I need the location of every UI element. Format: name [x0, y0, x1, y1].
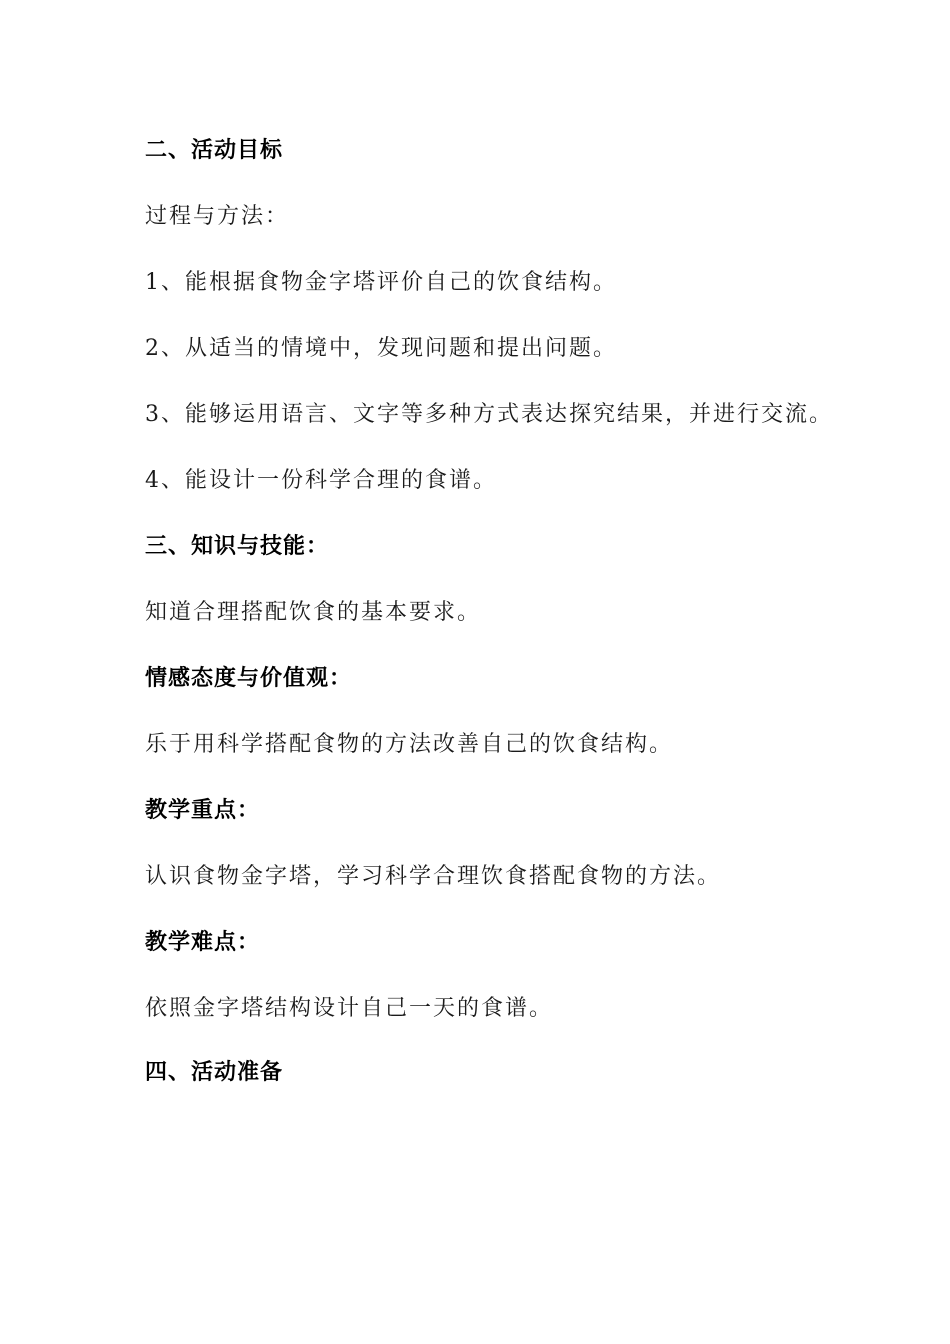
- teaching-focus-text: 认识食物金字塔，学习科学合理饮食搭配食物的方法。: [145, 864, 722, 889]
- heading-activity-goals: 二、活动目标: [145, 138, 284, 163]
- goal-item-1: 1、能根据食物金字塔评价自己的饮食结构。: [145, 270, 617, 295]
- heading-activity-preparation: 四、活动准备: [145, 1060, 284, 1085]
- teaching-difficulty-text: 依照金字塔结构设计自己一天的食谱。: [145, 996, 554, 1021]
- knowledge-text: 知道合理搭配饮食的基本要求。: [145, 600, 482, 625]
- heading-knowledge-skills: 三、知识与技能：: [145, 534, 330, 559]
- label-process-method: 过程与方法：: [145, 204, 290, 229]
- heading-emotion-values: 情感态度与价值观：: [145, 666, 353, 691]
- heading-teaching-difficulty: 教学难点：: [145, 930, 261, 955]
- goal-item-3: 3、能够运用语言、文字等多种方式表达探究结果，并进行交流。: [145, 402, 833, 427]
- heading-teaching-focus: 教学重点：: [145, 798, 261, 823]
- goal-item-4: 4、能设计一份科学合理的食谱。: [145, 468, 497, 493]
- goal-item-2: 2、从适当的情境中，发现问题和提出问题。: [145, 336, 617, 361]
- emotion-text: 乐于用科学搭配食物的方法改善自己的饮食结构。: [145, 732, 674, 757]
